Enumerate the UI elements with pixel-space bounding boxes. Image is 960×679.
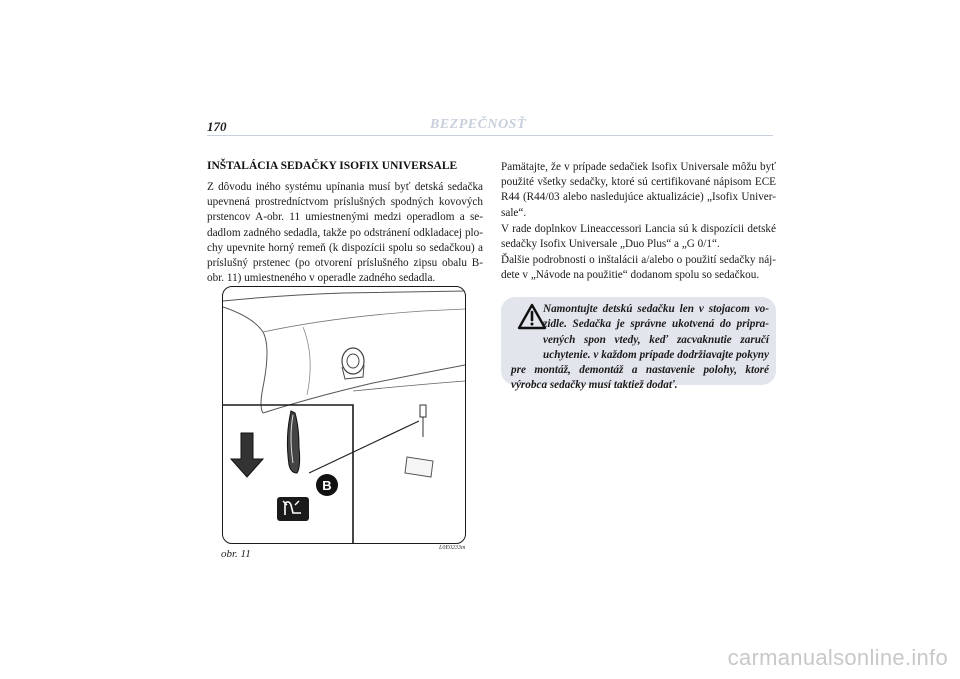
- warning-content: [511, 302, 769, 394]
- right-column: [501, 160, 776, 285]
- left-paragraph: Z dôvodu iného systému upínania musí byť detská sedačka upevnená prostredníctvom príslušných spodných kovových prstencov A-obr. 11 umiestnenými medzi operadlom a se-dadlom zadného sedadla, takže po odstránení odkladacej plo-chy upevnite horný remeň (k dispozícii spolu so sedačkou) a príslušný prstenec (po otvorení príslušného zipsu obalu B-obr. 11) umiestneného v operadle zadného sedadla.: [207, 181, 483, 285]
- header-divider: [207, 135, 773, 136]
- isofix-illustration: [222, 286, 466, 544]
- label-b: B: [322, 478, 332, 493]
- right-paragraph-2: V rade doplnkov Lineaccessori Lancia sú k dispozícii detské sedačky Isofix Universale „Duo Plus“ a „G 0/1“.: [501, 222, 776, 251]
- right-paragraph-1: Pamätajte, že v prípade sedačiek Isofix Universale môžu byť použité všetky sedačky, ktoré sú certifikované nápisom ECE R44 (R44/03 alebo nasledujúce aktualizácie) „Isofix Univer-sale“.: [501, 161, 776, 219]
- right-paragraph-3: Ďalšie podrobnosti o inštalácii a/alebo o použití sedačky náj-dete v „Návode na použitie“ dodanom spolu so sedačkou.: [501, 254, 776, 282]
- warning-text: Namontujte detskú sedačku len v stojacom vo-zidle. Sedačka je správne ukotvená do pripra-vených spon vtedy, keď zacvaknutie zaručí uchytenie. v každom prípade dodržiavajte pokyny pre montáž, demontáž a nastavenie polohy, ktoré výrobca sedačky musí taktiež dodať.: [511, 303, 769, 392]
- isofix-seat-icon: [277, 497, 309, 521]
- section-title: BEZPEČNOSŤ: [430, 117, 527, 132]
- watermark: carmanualsonline.info: [727, 645, 948, 670]
- article-heading: INŠTALÁCIA SEDAČKY ISOFIX UNIVERSALE: [207, 160, 458, 172]
- page-number: 170: [207, 119, 227, 134]
- figure-caption: obr. 11: [221, 548, 251, 560]
- figure-code: L0E0233m: [439, 545, 466, 551]
- warning-box: [501, 297, 776, 392]
